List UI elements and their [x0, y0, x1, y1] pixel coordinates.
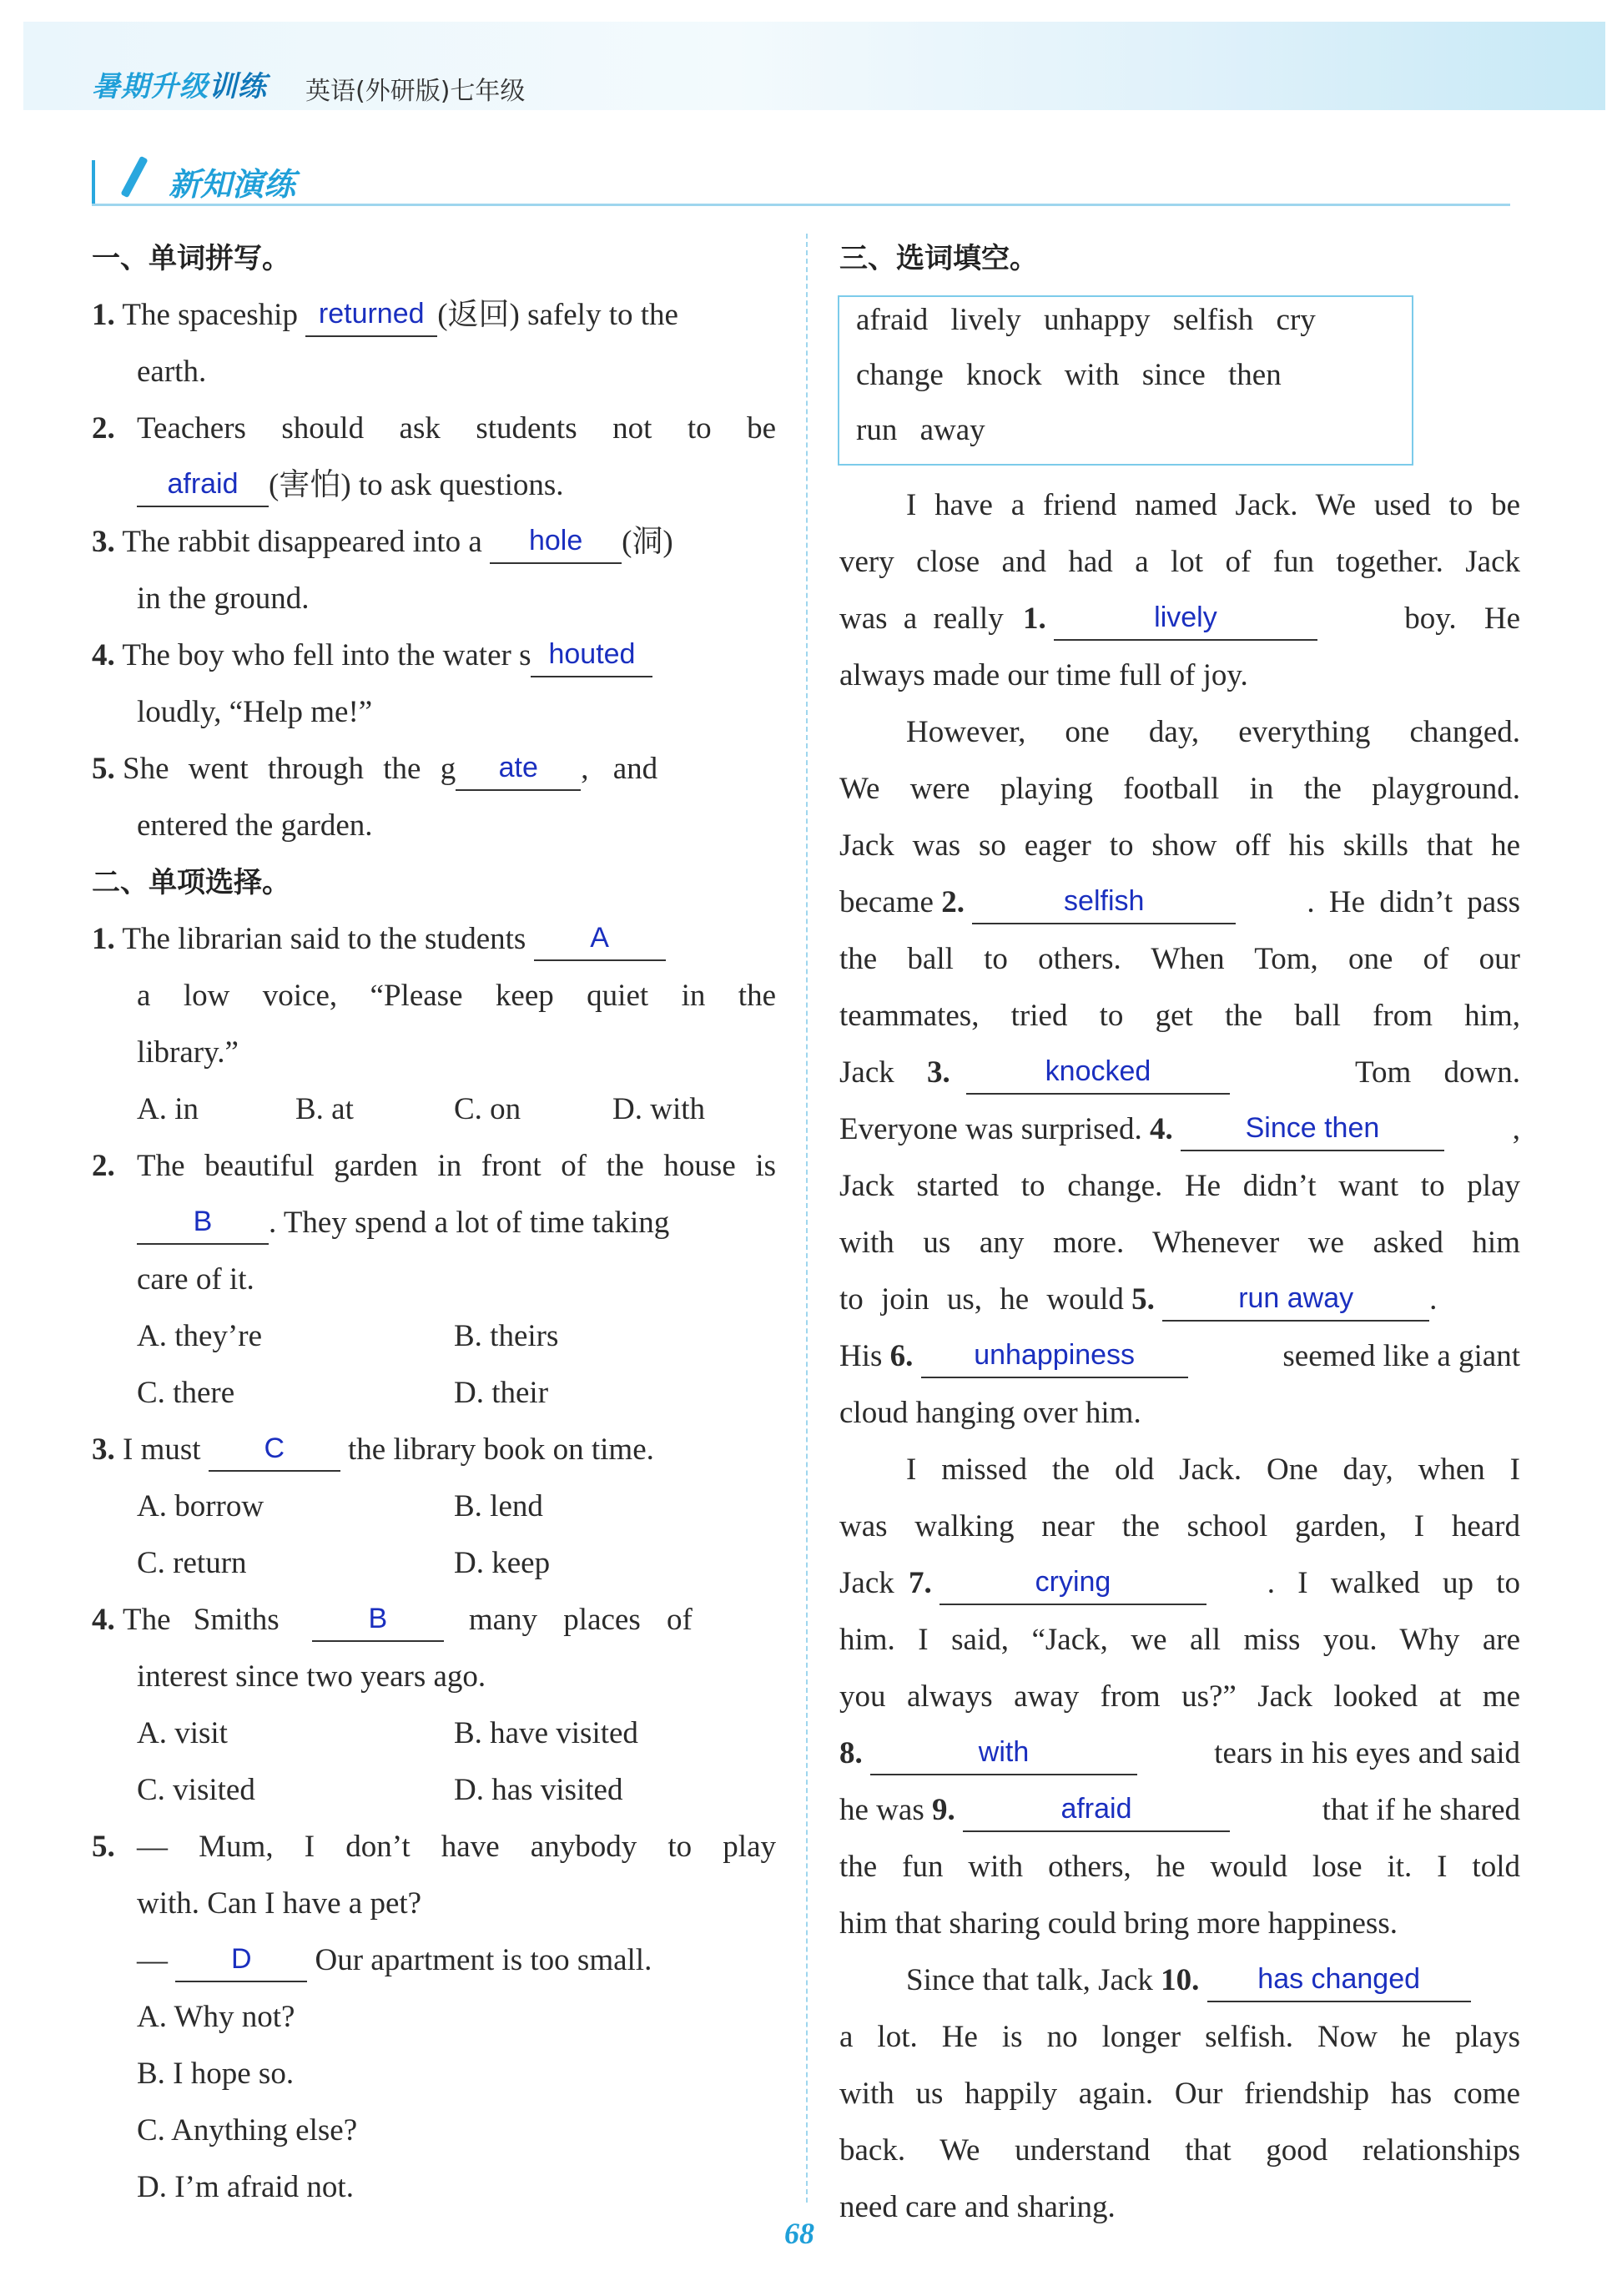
answer-blank[interactable]: houted [531, 637, 652, 677]
page-number: 68 [784, 2217, 814, 2250]
answer-blank[interactable]: lively [1054, 601, 1317, 641]
passage-line: became 2. selfish . He didn’t pass [839, 874, 1520, 931]
question-1-1-cont: earth. [137, 355, 207, 389]
option-b[interactable]: B. have visited [454, 1716, 638, 1750]
option-d[interactable]: D. has visited [454, 1773, 623, 1807]
option-c[interactable]: C. there [137, 1376, 235, 1410]
passage-line: need care and sharing. [839, 2190, 1116, 2224]
passage-line: Everyone was surprised. 4. Since then , [839, 1101, 1520, 1158]
passage-line: 8. with tears in his eyes and said [839, 1725, 1520, 1782]
passage-line: I have a friend named Jack. We used to be [906, 488, 1520, 522]
part3-heading: 三、选词填空。 [839, 242, 1038, 275]
passage-line: the fun with others, he would lose it. I told [839, 1850, 1520, 1884]
question-1-5-cont: entered the garden. [137, 808, 373, 843]
passage-line: cloud hanging over him. [839, 1396, 1141, 1430]
answer-blank[interactable]: run away [1162, 1281, 1429, 1322]
question-2-5-line2: with. Can I have a pet? [137, 1886, 422, 1921]
answer-blank[interactable]: Since then [1181, 1111, 1444, 1151]
passage-line: Jack 7. crying . I walked up to [839, 1555, 1520, 1612]
passage-line: I missed the old Jack. One day, when I [906, 1453, 1520, 1487]
question-1-1: 1. The spaceship returned (返回) safely to the [92, 287, 776, 344]
option-d[interactable]: D. I’m afraid not. [137, 2170, 354, 2204]
option-b[interactable]: B. at [295, 1092, 354, 1126]
option-d[interactable]: D. their [454, 1376, 549, 1410]
question-1-4-cont: loudly, “Help me!” [137, 695, 373, 729]
question-2-4-line2: interest since two years ago. [137, 1659, 486, 1694]
passage-line: Jack started to change. He didn’t want to play [839, 1169, 1520, 1203]
question-2-3: 3. I must C the library book on time. [92, 1422, 654, 1478]
section-bar [92, 160, 95, 204]
passage-line: Since that talk, Jack 10. has changed [906, 1952, 1520, 2009]
option-b[interactable]: B. theirs [454, 1319, 559, 1353]
option-c[interactable]: C. Anything else? [137, 2113, 358, 2147]
question-2-2-line3: care of it. [137, 1262, 254, 1297]
answer-blank[interactable]: C [209, 1432, 340, 1472]
word-bank-row: change knock with since then [856, 358, 1282, 392]
part2-heading: 二、单项选择。 [92, 866, 290, 899]
question-1-5: 5. She went through the g ate , and [92, 741, 776, 798]
option-c[interactable]: C. on [454, 1092, 521, 1126]
option-d[interactable]: D. keep [454, 1546, 551, 1580]
column-divider [806, 234, 808, 2203]
question-2-2: 2. The beautiful garden in front of the house is [92, 1149, 776, 1183]
brand-logo: 暑期升级训练 [92, 71, 267, 103]
question-2-1-line3: library.” [137, 1035, 239, 1070]
passage-line: always made our time full of joy. [839, 658, 1248, 692]
question-2-2-line2: B . They spend a lot of time taking [137, 1195, 669, 1251]
passage-line: was walking near the school garden, I heard [839, 1509, 1520, 1543]
passage-line: you always away from us?” Jack looked at me [839, 1679, 1520, 1714]
answer-blank[interactable]: B [312, 1602, 444, 1642]
option-a[interactable]: A. they’re [137, 1319, 262, 1353]
option-c[interactable]: C. visited [137, 1773, 255, 1807]
subject-title: 英语(外研版)七年级 [305, 77, 526, 106]
passage-line: very close and had a lot of fun together. Jack [839, 545, 1520, 579]
answer-blank[interactable]: has changed [1207, 1962, 1471, 2002]
passage-line: However, one day, everything changed. [906, 715, 1520, 749]
question-2-5-line3: — D Our apartment is too small. [137, 1932, 652, 1989]
answer-blank[interactable]: hole [490, 524, 622, 564]
passage-line: him that sharing could bring more happiness. [839, 1906, 1398, 1941]
passage-line: back. We understand that good relationships [839, 2133, 1520, 2168]
question-2-4: 4. The Smiths B many places of [92, 1592, 776, 1649]
passage-line: We were playing football in the playground. [839, 772, 1520, 806]
section-underline [92, 204, 1510, 206]
option-b[interactable]: B. I hope so. [137, 2057, 295, 2091]
question-1-2-cont: afraid (害怕) to ask questions. [137, 457, 564, 514]
option-a[interactable]: A. borrow [137, 1489, 264, 1523]
passage-line: a lot. He is no longer selfish. Now he plays [839, 2020, 1520, 2054]
passage-line: Jack 3. knocked Tom down. [839, 1045, 1520, 1101]
word-bank-row: run away [856, 413, 985, 447]
word-bank-row: afraid lively unhappy selfish cry [856, 303, 1316, 337]
option-a[interactable]: A. Why not? [137, 2000, 295, 2034]
answer-blank[interactable]: returned [305, 297, 437, 337]
question-1-4: 4. The boy who fell into the water s houted [92, 627, 652, 684]
passage-line: with us any more. Whenever we asked him [839, 1226, 1520, 1260]
answer-blank[interactable]: B [137, 1205, 269, 1245]
question-2-1: 1. The librarian said to the students A [92, 911, 666, 968]
question-2-5: 5. — Mum, I don’t have anybody to play [92, 1830, 776, 1864]
passage-line: with us happily again. Our friendship has come [839, 2077, 1520, 2111]
passage-line: to join us, he would 5. run away . [839, 1271, 1520, 1328]
option-a[interactable]: A. in [137, 1092, 199, 1126]
question-2-1-line2: a low voice, “Please keep quiet in the [137, 979, 776, 1013]
answer-blank[interactable]: with [870, 1735, 1137, 1775]
passage-line: him. I said, “Jack, we all miss you. Why are [839, 1623, 1520, 1657]
answer-blank[interactable]: D [175, 1942, 307, 1982]
question-1-3-cont: in the ground. [137, 582, 310, 616]
answer-blank[interactable]: crying [939, 1565, 1206, 1605]
option-c[interactable]: C. return [137, 1546, 247, 1580]
answer-blank[interactable]: unhappiness [921, 1338, 1188, 1378]
section-header [92, 155, 1527, 205]
answer-blank[interactable]: afraid [137, 467, 269, 507]
answer-blank[interactable]: selfish [972, 884, 1236, 924]
question-1-2: 2. Teachers should ask students not to be [92, 411, 776, 446]
question-1-3: 3. The rabbit disappeared into a hole (洞) [92, 514, 673, 571]
passage-line: teammates, tried to get the ball from him, [839, 999, 1520, 1033]
option-a[interactable]: A. visit [137, 1716, 228, 1750]
answer-blank[interactable]: afraid [963, 1792, 1230, 1832]
passage-line: Jack was so eager to show off his skills that he [839, 828, 1520, 863]
answer-blank[interactable]: A [534, 921, 666, 961]
passage-line: he was 9. afraid that if he shared [839, 1782, 1520, 1839]
pencil-icon [120, 156, 148, 199]
passage-line: was a really 1. lively boy. He [839, 591, 1520, 647]
option-b[interactable]: B. lend [454, 1489, 543, 1523]
part1-heading: 一、单词拼写。 [92, 242, 290, 275]
passage-line: His 6. unhappiness seemed like a giant [839, 1328, 1520, 1385]
answer-blank[interactable]: ate [456, 751, 581, 791]
word-bank [838, 295, 1413, 466]
section-title: 新知演练 [169, 166, 296, 203]
answer-blank[interactable]: knocked [966, 1055, 1230, 1095]
passage-line: the ball to others. When Tom, one of our [839, 942, 1520, 976]
option-d[interactable]: D. with [612, 1092, 705, 1126]
